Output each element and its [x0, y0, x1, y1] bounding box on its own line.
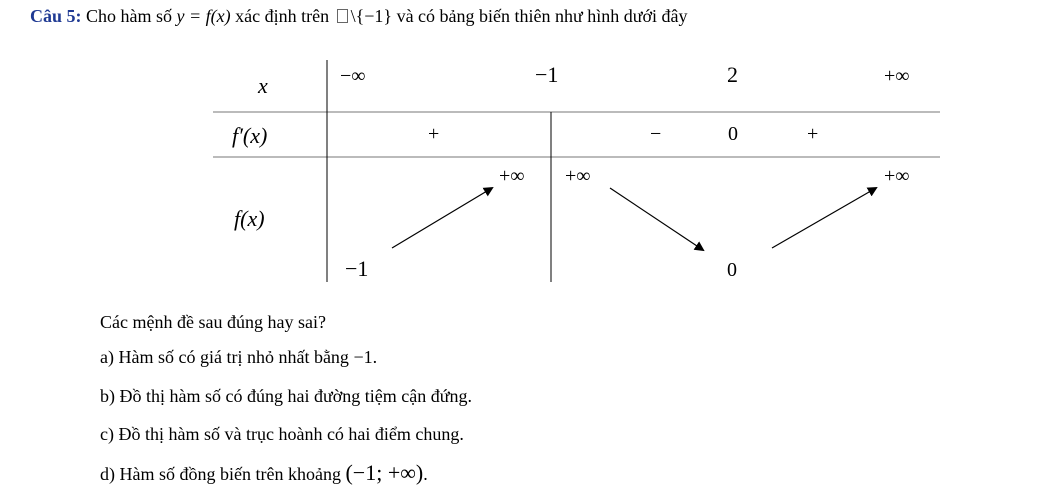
prompt-text: Các mệnh đề sau đúng hay sai?: [100, 312, 326, 332]
f-value-left-top: +∞: [499, 165, 525, 187]
option-math: −1: [353, 347, 373, 367]
function-expression: y = f(x): [176, 6, 231, 26]
x-value-two: 2: [727, 62, 738, 87]
x-value-pos-infinity: +∞: [884, 65, 910, 87]
question-text-before: Cho hàm số: [86, 6, 173, 26]
row-label-x: x: [258, 73, 268, 98]
option-label: a): [100, 347, 114, 367]
option-text: Hàm số đồng biến trên khoảng: [119, 464, 341, 484]
derivative-zero: 0: [728, 123, 738, 145]
option-a: [100, 347, 377, 368]
option-text: Đồ thị hàm số và trục hoành có hai điểm chung.: [118, 424, 464, 444]
x-value-minus-one: −1: [535, 62, 559, 87]
question-label: Câu 5:: [30, 6, 82, 26]
f-value-mid-top: +∞: [565, 165, 591, 187]
question-text-after: và có bảng biến thiên như hình dưới đây: [396, 6, 688, 26]
option-b: [100, 386, 472, 407]
derivative-sign-minus: −: [650, 123, 662, 145]
option-d: [100, 460, 428, 486]
option-label: b): [100, 386, 115, 406]
arrow-decreasing: [610, 188, 703, 250]
derivative-sign-plus-2: +: [807, 123, 819, 145]
row-label-derivative: f′(x): [232, 123, 268, 148]
option-text: Hàm số có giá trị nhỏ nhất bằng: [118, 347, 349, 367]
option-label: d): [100, 464, 115, 484]
option-math: (−1; +∞): [345, 460, 424, 485]
arrow-increasing-1: [392, 188, 492, 248]
f-value-mid-bottom: 0: [727, 259, 737, 281]
derivative-sign-plus-1: +: [428, 123, 440, 145]
option-end: .: [372, 347, 378, 367]
domain-set: \{−1}: [350, 6, 393, 26]
option-label: c): [100, 424, 114, 444]
option-text: Đồ thị hàm số có đúng hai đường tiệm cận đứng.: [119, 386, 472, 406]
x-value-neg-infinity: −∞: [340, 65, 366, 87]
question-text-mid: xác định trên: [235, 6, 330, 26]
f-value-right-top: +∞: [884, 165, 910, 187]
option-end: .: [423, 464, 428, 484]
option-c: [100, 424, 464, 445]
f-value-left-bottom: −1: [345, 256, 369, 281]
arrow-increasing-2: [772, 188, 876, 248]
row-label-function: f(x): [234, 206, 265, 231]
